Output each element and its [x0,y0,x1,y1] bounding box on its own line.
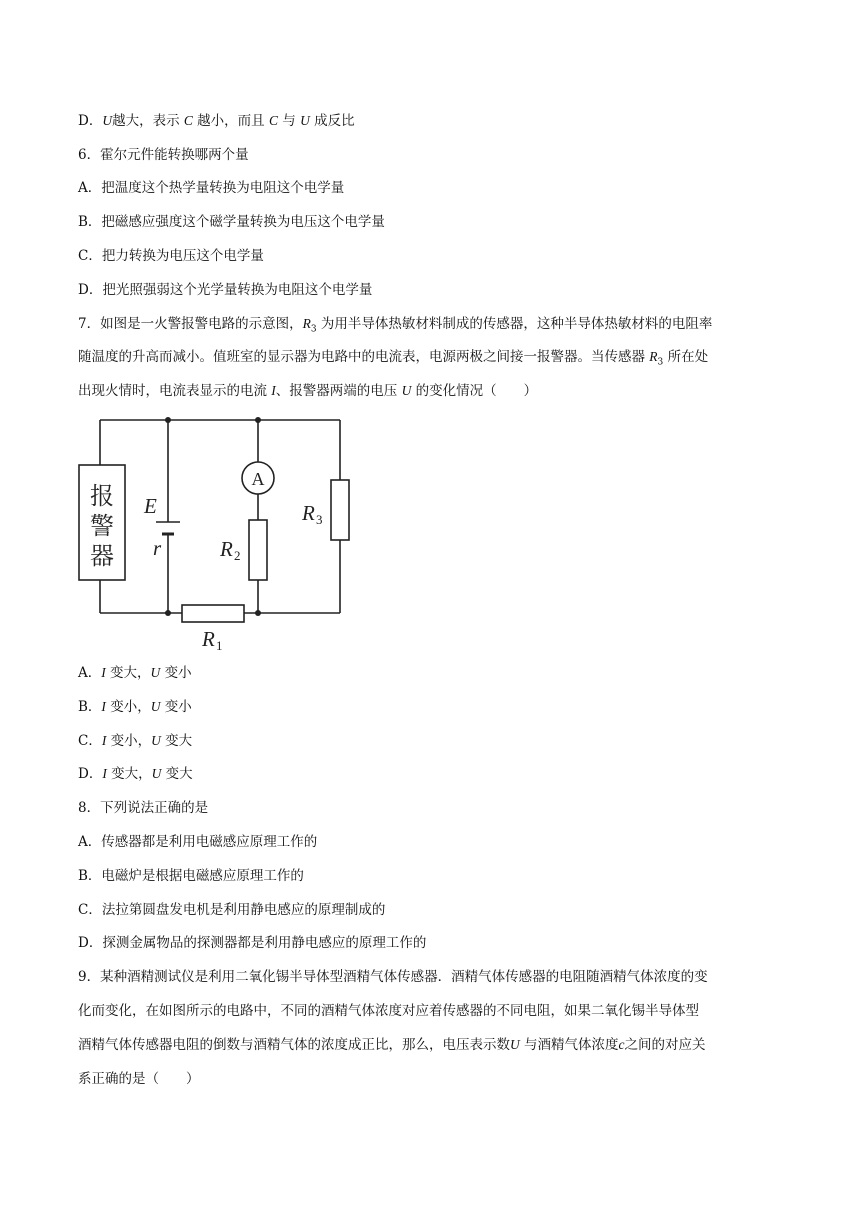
q7-var-i: I [271,383,276,398]
var-i: I [101,733,107,748]
label-r2: R [220,537,233,561]
q6-option-d: D．把光照强弱这个光学量转换为电阻这个电学量 [78,282,373,298]
q7-stem-text: 为用半导体热敏材料制成的传感器，这种半导体热敏材料的电阻率 [316,316,713,332]
resistor-r2 [249,520,267,580]
label-r1-sub: 1 [216,638,223,650]
option-text: 变大， [106,766,152,782]
option-text: 变小 [160,665,192,681]
option-label: C． [78,733,102,749]
option-text: 变小， [106,733,152,749]
q5-d-var-c: C [183,113,193,128]
q7-option-b [78,697,192,717]
option-text: 变小 [160,699,192,715]
q7-var-r-sub: 3 [657,357,664,368]
q9-var-u: U [510,1037,520,1052]
q6-option-b: B．把磁感应强度这个磁学量转换为电压这个电学量 [78,214,385,230]
resistor-r3 [331,480,349,540]
q9-stem-line2: 化而变化，在如图所示的电路中，不同的酒精气体浓度对应着传感器的不同电阻，如果二氧化锡半导体型 [78,1003,699,1019]
q6-stem: 6．霍尔元件能转换哪两个量 [78,147,249,163]
option-text: 变小， [105,699,151,715]
option-label: A． [78,665,102,681]
q9-stem-line4: 系正确的是（ ） [78,1071,200,1087]
q8-option-a: A．传感器都是利用电磁感应原理工作的 [78,834,318,850]
junction-dot [165,417,171,423]
q5-d-text-3: 与 [278,113,301,129]
resistor-r1 [182,605,244,622]
junction-dot [165,610,171,616]
q7-stem-text: 7．如图是一火警报警电路的示意图， [78,316,303,332]
q7-var-r: R [649,349,658,364]
junction-dot [255,417,261,423]
q5-d-text-2: 越小，而且 [192,113,269,129]
alarm-char-1: 报 [90,484,114,510]
q7-stem-text: 出现火情时，电流表显示的电流 [78,383,272,399]
q9-stem-text: 酒精气体传感器电阻的倒数与酒精气体的浓度成正比，那么，电压表示数 [78,1037,510,1053]
q5-d-text-1: 越大，表示 [112,113,184,129]
q7-stem-text: 随温度的升高而减小。值班室的显示器为电路中的电流表，电源两极之间接一报警器。当传感器 [78,349,650,365]
q7-var-r-sub: 3 [310,324,317,335]
q8-stem: 8．下列说法正确的是 [78,800,209,816]
var-i: I [101,699,106,714]
junction-dot [255,610,261,616]
q7-var-u: U [401,383,412,398]
q7-stem-text: 所在处 [663,349,709,365]
var-u: U [150,665,161,680]
var-i: I [101,665,106,680]
q7-stem-text: 的变化情况（ ） [411,383,538,399]
q8-option-d: D．探测金属物品的探测器都是利用静电感应的原理工作的 [78,935,427,951]
q7-circuit-diagram [70,410,360,650]
alarm-char-3: 器 [90,544,114,570]
option-label: D． [78,766,103,782]
label-emf-e: E [144,494,157,518]
q7-stem-line2 [78,347,708,373]
q7-stem-line3 [78,381,537,401]
q7-stem-line1 [78,314,712,340]
q9-stem-line3 [78,1035,706,1055]
q9-stem-text: 之间的对应关 [624,1037,706,1053]
label-r3: R [302,501,315,525]
q5-d-var-u2: U [300,113,310,128]
q9-stem-line1: 9．某种酒精测试仪是利用二氧化锡半导体型酒精气体传感器．酒精气体传感器的电阻随酒精气体浓度的变 [78,969,708,985]
q5-option-d-label: D． [78,113,103,129]
q5-d-text-4: 成反比 [309,113,355,129]
label-r2-sub: 2 [234,548,241,563]
label-internal-r: r [153,536,162,560]
q7-var-r: R [302,316,311,331]
label-r1: R [202,627,215,650]
label-ammeter-a: A [251,469,265,489]
q6-option-a: A．把温度这个热学量转换为电阻这个电学量 [78,180,345,196]
label-r3-sub: 3 [316,512,323,527]
var-u: U [151,766,162,781]
option-label: B． [78,699,102,715]
option-text: 变大 [160,733,193,749]
q7-stem-text: 、报警器两端的电压 [275,383,402,399]
q7-option-c [78,731,192,751]
var-u: U [150,699,161,714]
q8-option-b: B．电磁炉是根据电磁感应原理工作的 [78,868,304,884]
q8-option-c: C．法拉第圆盘发电机是利用静电感应的原理制成的 [78,902,386,918]
q5-d-var-u: U [102,113,113,128]
option-text: 变大， [105,665,151,681]
q5-option-d [78,111,355,131]
alarm-char-2: 警 [90,514,114,540]
var-u: U [151,733,161,748]
q9-var-c: c [618,1037,625,1052]
q5-d-var-c2: C [268,113,278,128]
q6-option-c: C．把力转换为电压这个电学量 [78,248,264,264]
var-i: I [102,766,107,781]
option-text: 变大 [161,766,193,782]
q7-option-a [78,663,192,683]
q7-option-d [78,764,193,784]
q9-stem-text: 与酒精气体浓度 [519,1037,619,1053]
